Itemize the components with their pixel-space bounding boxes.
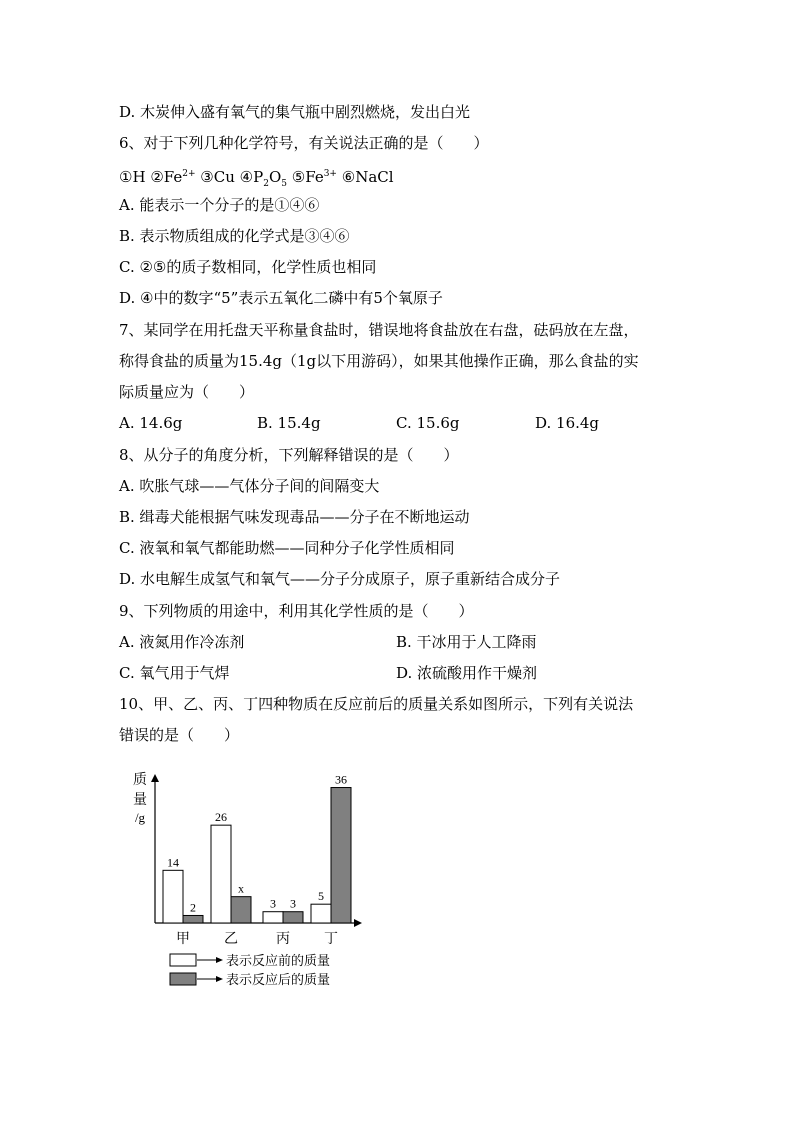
legend-swatch bbox=[170, 973, 196, 985]
legend-swatch bbox=[170, 954, 196, 966]
question-8: 8、从分子的角度分析，下列解释错误的是（ ） bbox=[119, 446, 459, 464]
bar-before bbox=[211, 825, 231, 923]
q9-option-b: B. 干冰用于人工降雨 bbox=[396, 633, 537, 651]
q6-option-b: B. 表示物质组成的化学式是③④⑥ bbox=[119, 227, 350, 245]
q8-option-b: B. 缉毒犬能根据气味发现毒品——分子在不断地运动 bbox=[119, 508, 470, 526]
q6-symbols bbox=[119, 164, 394, 194]
q7-option-a: A. 14.6g bbox=[119, 414, 183, 432]
data-label: 14 bbox=[167, 855, 179, 870]
data-label: 2 bbox=[190, 900, 196, 915]
question-7-line3: 际质量应为（ ） bbox=[119, 383, 255, 401]
data-label: 3 bbox=[290, 896, 296, 911]
legend-arrow-head bbox=[216, 957, 223, 963]
q9-option-a: A. 液氮用作冷冻剂 bbox=[119, 633, 245, 651]
q7-option-d: D. 16.4g bbox=[535, 414, 600, 432]
question-7-line1: 7、某同学在用托盘天平称量食盐时，错误地将食盐放在右盘，砝码放在左盘， bbox=[119, 321, 639, 339]
y-axis-arrow bbox=[151, 774, 159, 782]
bar-before bbox=[311, 904, 331, 923]
q7-option-c: C. 15.6g bbox=[396, 414, 460, 432]
question-7-line2: 称得食盐的质量为15.4g（1g以下用游码），如果其他操作正确，那么食盐的实 bbox=[119, 352, 639, 370]
symbol-6: ⑥NaCl bbox=[341, 168, 394, 186]
q5-option-d: D. 木炭伸入盛有氧气的集气瓶中剧烈燃烧，发出白光 bbox=[119, 103, 471, 121]
question-9: 9、下列物质的用途中，利用其化学性质的是（ ） bbox=[119, 602, 474, 620]
legend-arrow-head bbox=[216, 976, 223, 982]
symbol-1: ①H bbox=[119, 168, 146, 186]
bar-after bbox=[283, 912, 303, 923]
chart-marks bbox=[133, 772, 362, 987]
symbol-4: $④P_2O_5$ bbox=[239, 168, 287, 189]
question-6: 6、对于下列几种化学符号，有关说法正确的是（ ） bbox=[119, 134, 489, 152]
mass-bar-chart bbox=[120, 762, 380, 997]
bar-after bbox=[331, 788, 351, 923]
q6-option-d: D. ④中的数字“5”表示五氧化二磷中有5个氧原子 bbox=[119, 289, 443, 307]
question-10-line1: 10、甲、乙、丙、丁四种物质在反应前后的质量关系如图所示，下列有关说法 bbox=[119, 695, 634, 713]
q8-option-d: D. 水电解生成氢气和氧气——分子分成原子，原子重新结合成分子 bbox=[119, 570, 561, 588]
q8-option-a: A. 吹胀气球——气体分子间的间隔变大 bbox=[119, 477, 380, 495]
q9-option-d: D. 浓硫酸用作干燥剂 bbox=[396, 664, 538, 682]
x-tick-label: 甲 bbox=[176, 932, 190, 947]
q6-option-a: A. 能表示一个分子的是①④⑥ bbox=[119, 196, 320, 214]
bar-after bbox=[231, 897, 251, 923]
q6-option-c: C. ②⑤的质子数相同，化学性质也相同 bbox=[119, 258, 377, 276]
bar-before bbox=[263, 912, 283, 923]
x-axis-arrow bbox=[354, 919, 362, 927]
y-axis-label: /g bbox=[134, 810, 146, 825]
x-tick-label: 乙 bbox=[224, 932, 238, 947]
data-label: x bbox=[238, 881, 244, 896]
y-axis-label: 量 bbox=[133, 793, 147, 808]
data-label: 36 bbox=[335, 772, 347, 787]
bar-after bbox=[183, 915, 203, 923]
y-axis-label: 质 bbox=[133, 773, 147, 788]
symbol-3: ③Cu bbox=[200, 168, 235, 186]
question-10-line2: 错误的是（ ） bbox=[119, 726, 240, 744]
symbol-5: $⑤Fe^{3+}$ bbox=[291, 168, 337, 186]
q7-option-b: B. 15.4g bbox=[257, 414, 321, 432]
legend-label: 表示反应前的质量 bbox=[226, 953, 331, 968]
bar-before bbox=[163, 870, 183, 923]
q8-option-c: C. 液氧和氧气都能助燃——同种分子化学性质相同 bbox=[119, 539, 455, 557]
x-tick-label: 丙 bbox=[276, 932, 290, 947]
data-label: 3 bbox=[270, 896, 276, 911]
data-label: 5 bbox=[318, 889, 324, 904]
legend-label: 表示反应后的质量 bbox=[226, 972, 331, 987]
x-tick-label: 丁 bbox=[324, 932, 338, 947]
data-label: 26 bbox=[215, 810, 227, 825]
q9-option-c: C. 氧气用于气焊 bbox=[119, 664, 230, 682]
symbol-2: $②Fe^{2+}$ bbox=[150, 168, 196, 186]
